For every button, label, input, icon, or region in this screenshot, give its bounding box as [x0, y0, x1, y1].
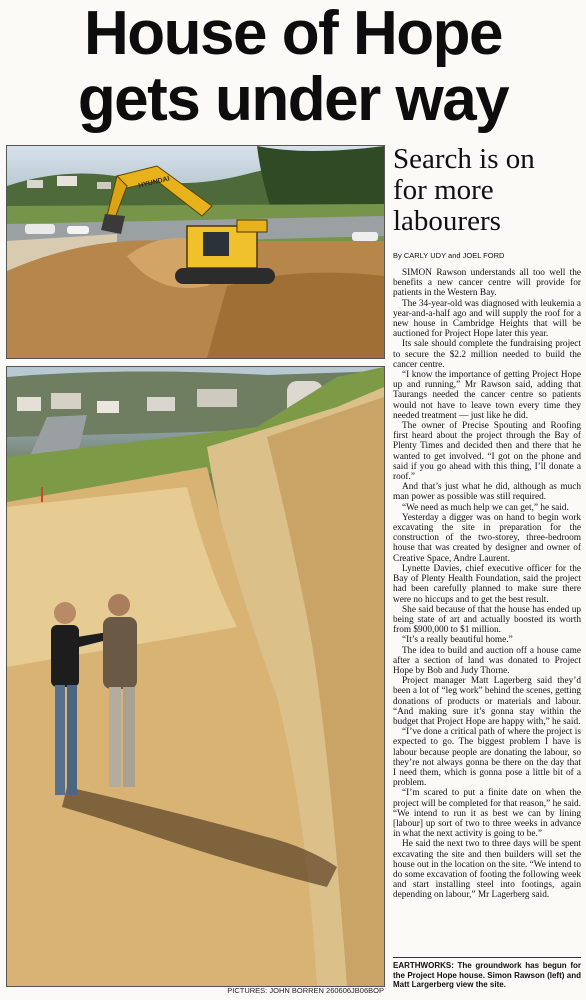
- paragraph: Its sale should complete the fundraising project to secure the $2.2 million needed to build the cancer centre.: [393, 339, 581, 370]
- photo-caption: EARTHWORKS: The groundwork has begun for the Project Hope house. Simon Rawson (left) and Matt Largerberg view the site.: [393, 957, 581, 990]
- headline-line-2: gets under way: [77, 65, 509, 134]
- paragraph: “We need as much help we can get,” he said.: [402, 502, 569, 513]
- paragraph: “I’m scared to put a finite date on when the project will be completed for that reason,” he said. “We intend to run it as best we can by lining [labour] up sort of two to three weeks in advance in what the next activity is going to be.”: [393, 788, 581, 840]
- excavator-photo: [6, 145, 385, 359]
- photo-credit: PICTURES: JOHN BORREN 260606JB06BOP: [227, 986, 384, 995]
- digger-brand-text: HYUNDAI: [137, 175, 171, 190]
- paragraph: The owner of Precise Spouting and Roofing first heard about the project through the Bay of Plenty Times and decided then and there that he wanted to get involved. “I got on the phone and said if you go ahead with this thing, I’ll donate a roof.”: [393, 421, 581, 483]
- byline: By CARLY UDY and JOEL FORD: [393, 251, 505, 260]
- paragraph: She said because of that the house has ended up being state of art and actually boosted its worth from $900,000 to $1 million.: [393, 604, 581, 636]
- article-column: [393, 144, 581, 901]
- subhead-line-3: labourers: [393, 205, 501, 237]
- subhead: [393, 144, 581, 237]
- paragraph: “It’s a really beautiful home.”: [402, 635, 513, 646]
- paragraph: He said the next two to three days will be spent excavating the site and then builders will set the house out in the location on the site. “We intend to do some excavation of footing the following week and start installing steel into footings, again depending on labour,” Mr Lagerberg said.: [393, 839, 581, 901]
- paragraph: And that’s just what he did, although as much man power as possible was still required.: [393, 482, 581, 503]
- paragraph: The 34-year-old was diagnosed with leukemia a year-and-a-half ago and will supply the roof for a new house in Cambridge Heights that will be auctioned for Project Hope later this year.: [393, 298, 581, 340]
- paragraph: “I know the importance of getting Project Hope up and running,” Mr Rawson said, adding that Taurangs needed the cancer centre so patients would not have to leave town every time they needed treatment — just like he did.: [393, 370, 581, 421]
- headline-line-1: House of Hope: [84, 0, 502, 68]
- paragraph: Yesterday a digger was on hand to begin work excavating the site in preparation for the construction of the two-storey, three-bedroom house that was created by designer and owner of Creative Space, Andre Laurent.: [393, 512, 581, 564]
- paragraph: SIMON Rawson understands all too well the benefits a new cancer centre will provide for patients in the Western Bay.: [393, 268, 581, 299]
- paragraph: Project manager Matt Lagerberg said they’d been a lot of “leg work” behind the scenes, getting donations of products or materials and labour. “And making sure it’s gonna stay within the budget that Project Hope are happy with,” he said.: [393, 676, 581, 727]
- paragraph: “I’ve done a critical path of where the project is expected to go. The biggest problem I have is labour because people are donating the labour, so they’re not always gonna be there on the day that I need them, which is gonna pose a little bit of a problem.: [393, 727, 581, 789]
- paragraph: The idea to build and auction off a house came after a section of land was donated to Project Hope by Bob and Judy Thorne.: [393, 645, 581, 676]
- article-body: [393, 268, 581, 901]
- paragraph: Lynette Davies, chief executive officer for the Bay of Plenty Health Foundation, said the project had been carefully planned to make sure there were no hiccups and to get the best result.: [393, 563, 581, 605]
- headline: [0, 0, 586, 140]
- subhead-line-1: Search is on: [393, 143, 535, 175]
- subhead-line-2: for more: [393, 174, 494, 206]
- site-photo: [6, 366, 385, 987]
